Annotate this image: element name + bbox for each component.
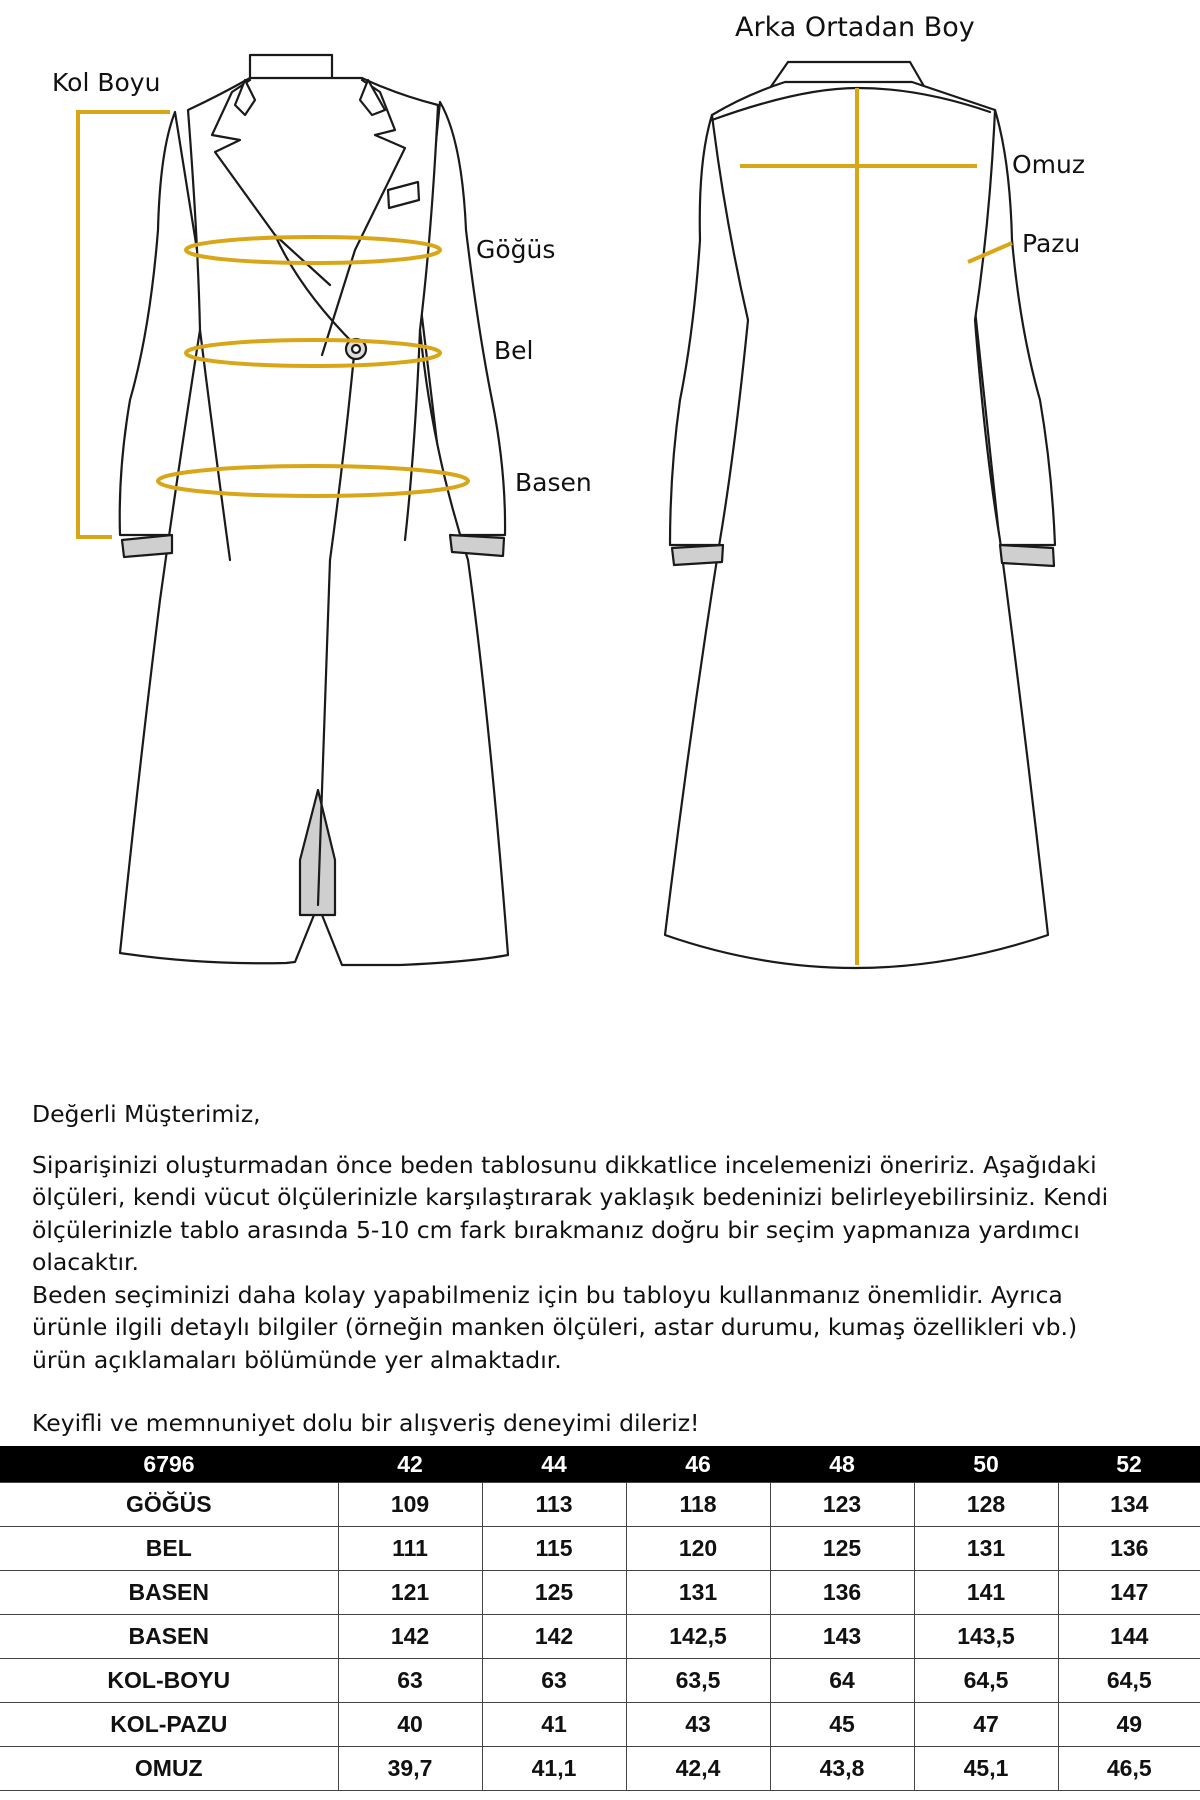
measurement-cell: 121 <box>338 1571 482 1615</box>
row-label-cell: BASEN <box>0 1615 338 1659</box>
measurement-cell: 144 <box>1058 1615 1200 1659</box>
measurement-cell: 123 <box>770 1483 914 1527</box>
table-row <box>0 1747 1200 1791</box>
measurement-cell: 131 <box>914 1527 1058 1571</box>
closing: Keyifli ve memnuniyet dolu bir alışveriş deneyimi dileriz! <box>32 1409 700 1437</box>
measurement-cell: 142 <box>482 1615 626 1659</box>
table-row <box>0 1571 1200 1615</box>
size-chart-table <box>0 1446 1200 1791</box>
measurement-cell: 42,4 <box>626 1747 770 1791</box>
table-row <box>0 1615 1200 1659</box>
table-row <box>0 1483 1200 1527</box>
label-pazu: Pazu <box>1022 229 1081 258</box>
header-size: 48 <box>770 1446 914 1483</box>
row-label-cell: OMUZ <box>0 1747 338 1791</box>
measurement-cell: 142 <box>338 1615 482 1659</box>
measurement-cell: 111 <box>338 1527 482 1571</box>
table-row <box>0 1659 1200 1703</box>
label-bel: Bel <box>494 336 534 365</box>
row-label-cell: BASEN <box>0 1571 338 1615</box>
measurement-cell: 64,5 <box>1058 1659 1200 1703</box>
message-line: olacaktır. <box>32 1248 139 1276</box>
measurement-cell: 120 <box>626 1527 770 1571</box>
measurement-cell: 64,5 <box>914 1659 1058 1703</box>
measurement-cell: 136 <box>770 1571 914 1615</box>
label-gogus: Göğüs <box>476 235 556 264</box>
back-coat-drawing <box>665 62 1055 968</box>
message-line: ürünle ilgili detaylı bilgiler (örneğin manken ölçüleri, astar durumu, kumaş özellikleri vb.) <box>32 1313 1078 1341</box>
message-line: ölçülerinizle tablo arasında 5-10 cm fark bırakmanız doğru bir seçim yapmanıza yardımcı <box>32 1215 1080 1244</box>
message-line: Beden seçiminizi daha kolay yapabilmeniz için bu tabloyu kullanmanız önemlidir. Ayrıca <box>32 1280 1063 1309</box>
greeting: Değerli Müşterimiz, <box>32 1100 261 1128</box>
row-label-cell: GÖĞÜS <box>0 1483 338 1527</box>
measurement-cell: 41,1 <box>482 1747 626 1791</box>
measurement-cell: 134 <box>1058 1483 1200 1527</box>
measurement-cell: 46,5 <box>1058 1747 1200 1791</box>
row-label-cell: BEL <box>0 1527 338 1571</box>
message-line: ölçüleri, kendi vücut ölçülerinizle karşılaştırarak yaklaşık bedeninizi belirleyebilirsiniz. Kendi <box>32 1183 1109 1211</box>
label-arka-ortadan-boy: Arka Ortadan Boy <box>735 12 975 43</box>
measurement-cell: 143,5 <box>914 1615 1058 1659</box>
label-omuz: Omuz <box>1012 150 1085 179</box>
measurement-cell: 136 <box>1058 1527 1200 1571</box>
measurement-cell: 115 <box>482 1527 626 1571</box>
measurement-cell: 109 <box>338 1483 482 1527</box>
message-line: ürün açıklamaları bölümünde yer almaktadır. <box>32 1345 562 1374</box>
measurement-cell: 47 <box>914 1703 1058 1747</box>
row-label-cell: KOL-BOYU <box>0 1659 338 1703</box>
table-row <box>0 1527 1200 1571</box>
measurement-cell: 125 <box>482 1571 626 1615</box>
measurement-cell: 45,1 <box>914 1747 1058 1791</box>
measurement-cell: 45 <box>770 1703 914 1747</box>
measurement-cell: 128 <box>914 1483 1058 1527</box>
measurement-cell: 43 <box>626 1703 770 1747</box>
measurement-cell: 49 <box>1058 1703 1200 1747</box>
header-size: 52 <box>1058 1446 1200 1483</box>
label-basen: Basen <box>515 468 592 497</box>
table-header-row <box>0 1446 1200 1483</box>
measurement-cell: 43,8 <box>770 1747 914 1791</box>
label-kol-boyu: Kol Boyu <box>52 68 161 97</box>
header-size: 42 <box>338 1446 482 1483</box>
measurement-cell: 142,5 <box>626 1615 770 1659</box>
header-size: 50 <box>914 1446 1058 1483</box>
measurement-cell: 63,5 <box>626 1659 770 1703</box>
measurement-cell: 63 <box>338 1659 482 1703</box>
measurement-cell: 147 <box>1058 1571 1200 1615</box>
measurement-cell: 143 <box>770 1615 914 1659</box>
measurement-cell: 118 <box>626 1483 770 1527</box>
header-size: 46 <box>626 1446 770 1483</box>
measurement-cell: 64 <box>770 1659 914 1703</box>
measurement-cell: 63 <box>482 1659 626 1703</box>
row-label-cell: KOL-PAZU <box>0 1703 338 1747</box>
measurement-cell: 39,7 <box>338 1747 482 1791</box>
front-coat-drawing <box>120 55 508 965</box>
table-row <box>0 1703 1200 1747</box>
measurement-cell: 113 <box>482 1483 626 1527</box>
measurement-cell: 131 <box>626 1571 770 1615</box>
header-model-code: 6796 <box>0 1446 338 1483</box>
message-line: Siparişinizi oluşturmadan önce beden tablosunu dikkatlice incelemenizi öneririz. Aşağıdaki <box>32 1150 1097 1179</box>
measurement-cell: 41 <box>482 1703 626 1747</box>
measurement-cell: 125 <box>770 1527 914 1571</box>
customer-message <box>32 1098 1172 1440</box>
header-size: 44 <box>482 1446 626 1483</box>
measurement-cell: 40 <box>338 1703 482 1747</box>
measurement-cell: 141 <box>914 1571 1058 1615</box>
